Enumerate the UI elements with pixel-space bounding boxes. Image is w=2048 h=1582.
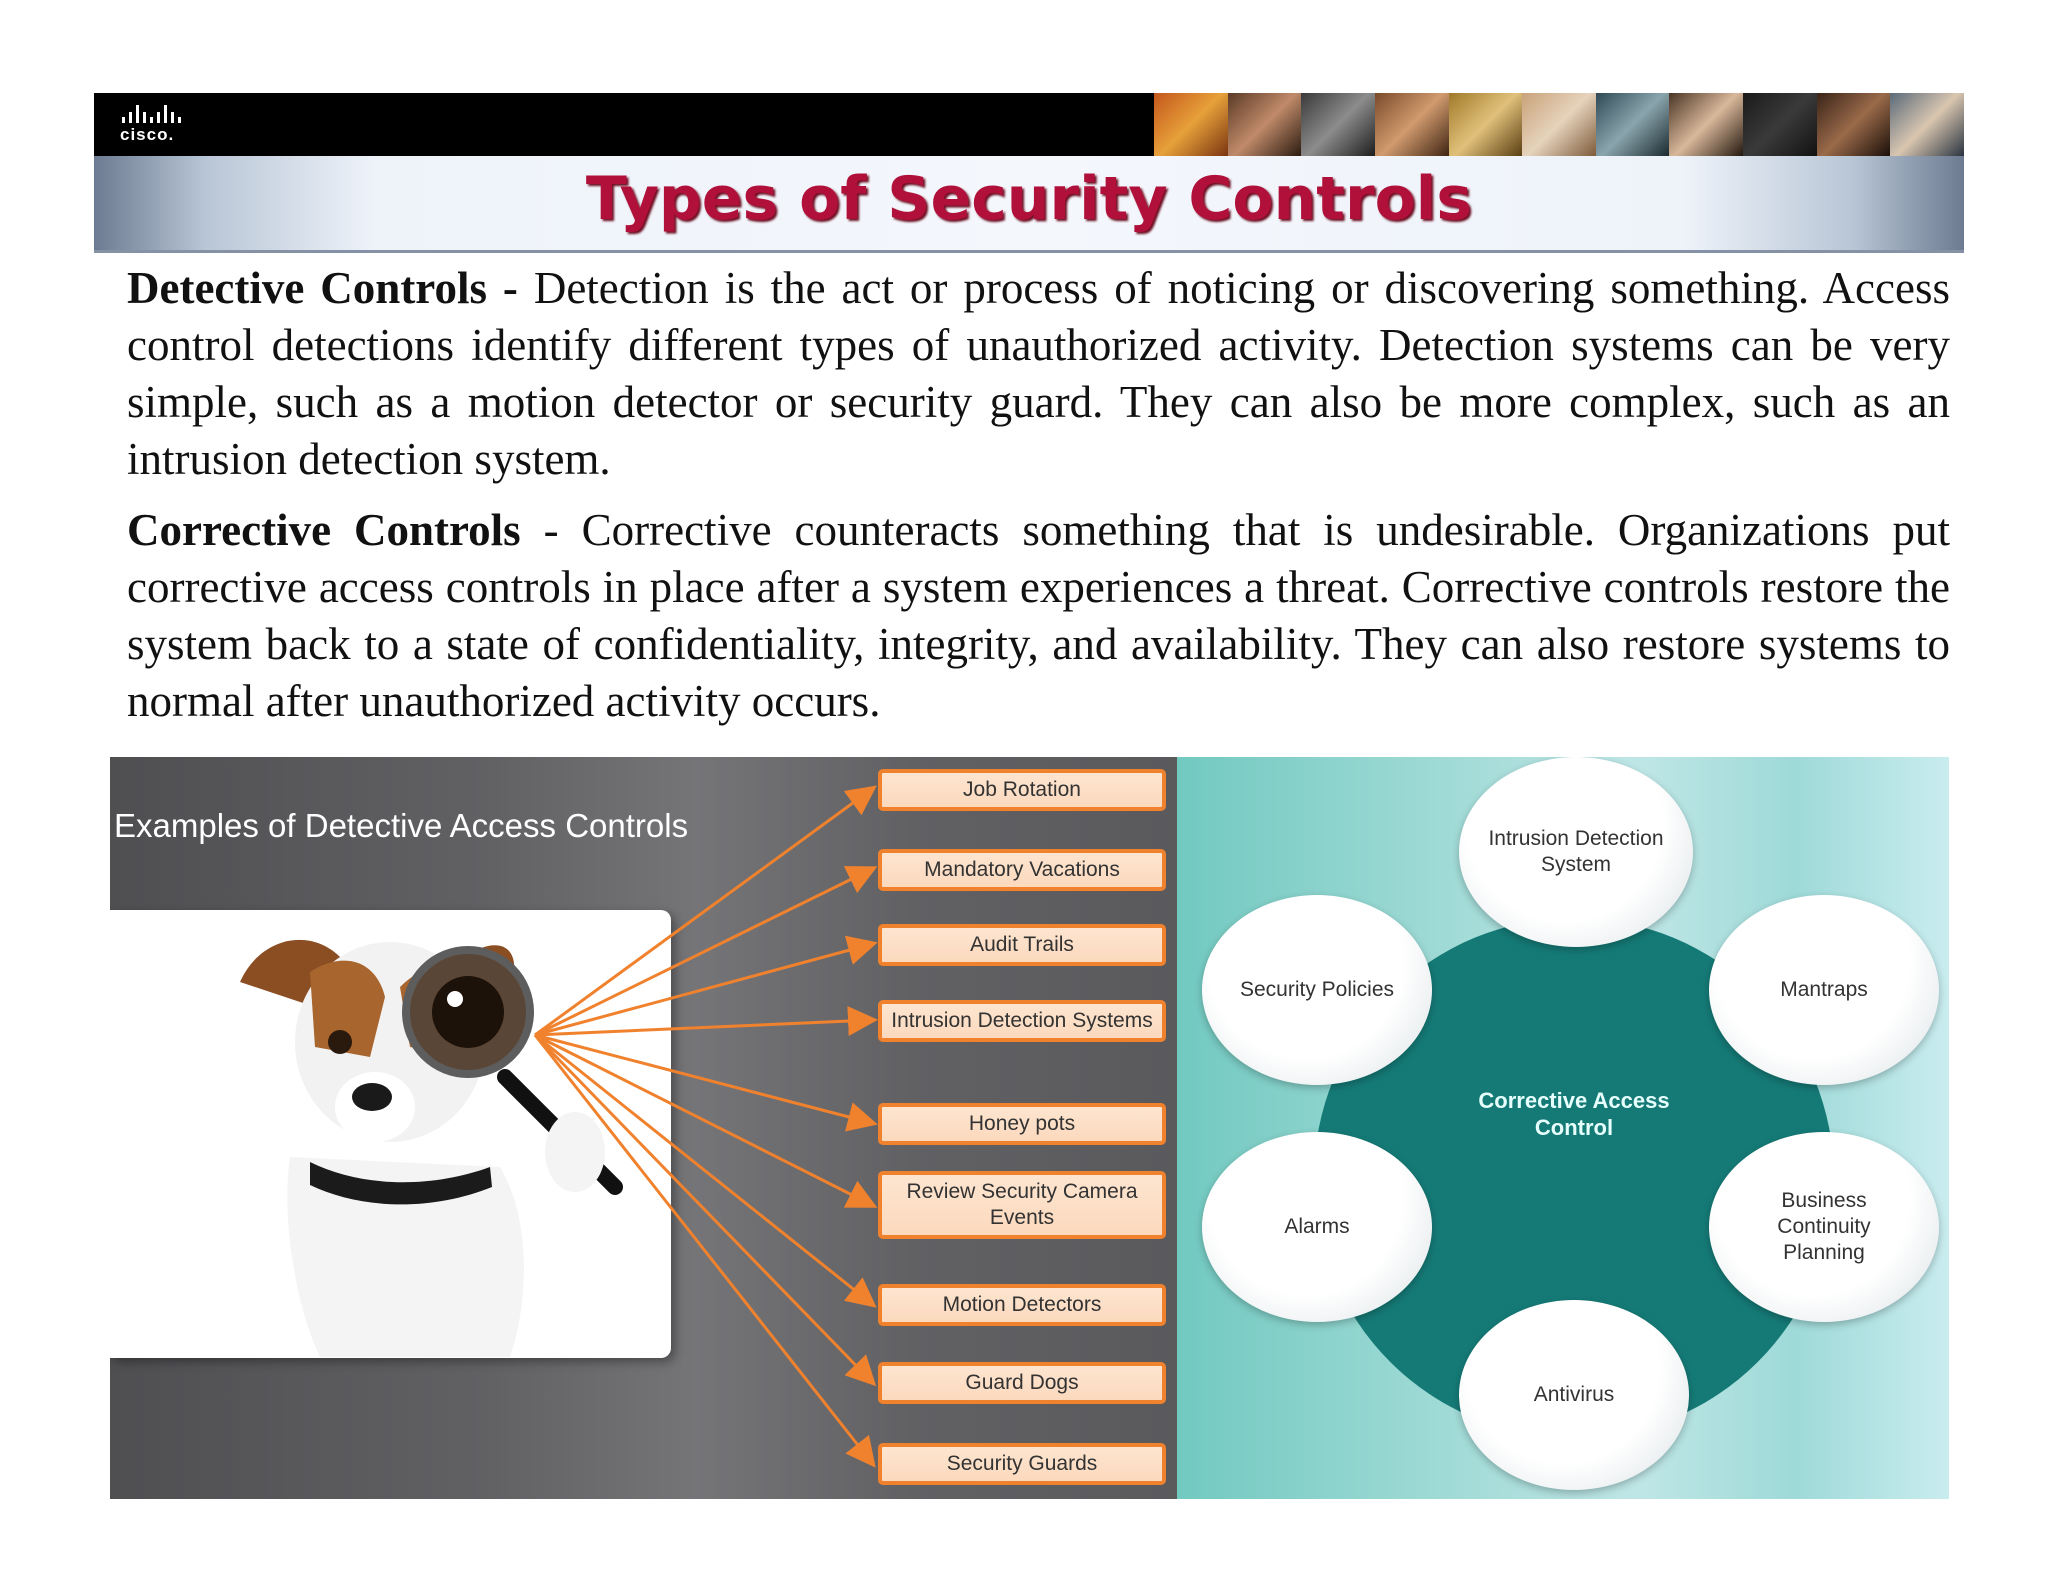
corrective-controls-diagram	[1177, 757, 1949, 1499]
control-box-motion-detectors: Motion Detectors	[878, 1284, 1166, 1326]
dog-with-magnifying-glass-icon	[240, 940, 615, 1357]
node-business-continuity-planning: Business Continuity Planning	[1709, 1132, 1939, 1322]
detective-diagram-heading: Examples of Detective Access Controls	[114, 807, 689, 844]
node-intrusion-detection-system: Intrusion Detection System	[1459, 757, 1693, 947]
cisco-wordmark: cisco.	[120, 125, 175, 144]
people-photo-strip	[1154, 93, 1964, 156]
corrective-term: Corrective Controls	[127, 505, 521, 555]
control-box-intrusion-detection-systems: Intrusion Detection Systems	[878, 1000, 1166, 1042]
detective-term: Detective Controls -	[127, 263, 518, 313]
corrective-hub-label: Corrective Access Control	[1478, 1088, 1670, 1140]
cisco-bars-icon	[122, 105, 181, 123]
control-box-mandatory-vacations: Mandatory Vacations	[878, 849, 1166, 891]
node-security-policies: Security Policies	[1202, 895, 1432, 1085]
cisco-logo	[120, 105, 181, 145]
banner-black-strip	[94, 93, 1964, 156]
node-alarms: Alarms	[1202, 1132, 1432, 1322]
control-box-guard-dogs: Guard Dogs	[878, 1362, 1166, 1404]
node-antivirus: Antivirus	[1459, 1300, 1689, 1490]
detective-paragraph	[127, 260, 1950, 488]
slide-title: Types of Security Controls	[585, 164, 1473, 234]
control-box-review-security-camera-events: Review Security Camera Events	[878, 1171, 1166, 1239]
slide-banner	[94, 93, 1964, 250]
corrective-paragraph	[127, 502, 1950, 730]
detective-body: Detection is the act or process of noticing or discovering something. Access control detections identify different types of unauthorized activity. Detection systems can be very simple, such as a motion detector or security guard. They can also be more complex, such as an intrusion detection system.	[127, 263, 1950, 484]
corrective-body: - Corrective counteracts something that is undesirable. Organizations put corrective access controls in place after a system experiences a threat. Corrective controls restore the system back to a state of confidentiality, integrity, and availability. They can also restore systems to normal after unauthorized activity occurs.	[127, 505, 1950, 726]
control-box-audit-trails: Audit Trails	[878, 924, 1166, 966]
banner-title-bar	[94, 156, 1964, 253]
node-mantraps: Mantraps	[1709, 895, 1939, 1085]
control-box-security-guards: Security Guards	[878, 1443, 1166, 1485]
control-box-job-rotation: Job Rotation	[878, 769, 1166, 811]
control-box-honey-pots: Honey pots	[878, 1103, 1166, 1145]
detective-controls-diagram	[110, 757, 1177, 1499]
